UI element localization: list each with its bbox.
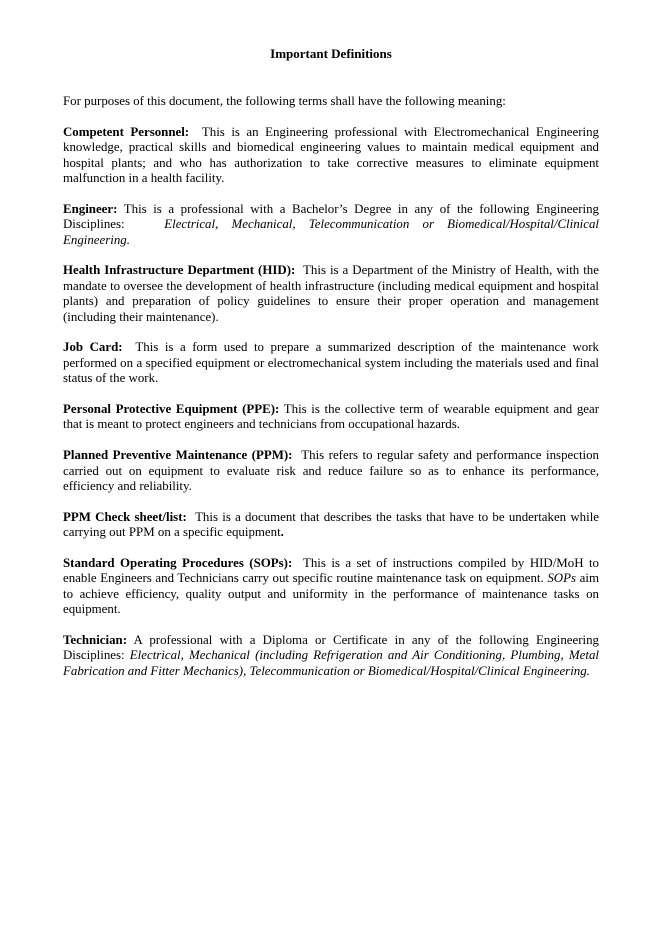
definition-term: Planned Preventive Maintenance (PPM): <box>63 448 293 463</box>
definition-term: Job Card: <box>63 340 123 355</box>
definition-end-mark: . <box>280 525 284 540</box>
definition-text: This refers to regular safety and performance inspection carried out on equipment to evaluate risk and reduce failure so as to enhance its performance, efficiency and reliability. <box>63 448 600 494</box>
definition-hid <box>63 263 599 325</box>
definition-term: Technician: <box>63 633 127 648</box>
definition-term: Standard Operating Procedures (SOPs): <box>63 556 293 571</box>
definition-ppm-checklist <box>63 510 599 541</box>
definition-text: This is a document that describes the tasks that have to be undertaken while carrying out PPM on a specific equipment <box>63 509 600 540</box>
definition-term: Engineer: <box>63 201 118 216</box>
definition-text: This is a professional with a Bachelor’s Degree in any of the following Engineering Disciplines: <box>63 201 599 232</box>
definition-text: This is a set of instructions compiled by HID/MoH to enable Engineers and Technicians carry out specific routine maintenance task on equipment. <box>63 556 599 586</box>
definition-term: Competent Personnel: <box>63 124 190 139</box>
definition-term: PPM Check sheet/list: <box>63 509 187 524</box>
definition-italic-text: Electrical, Mechanical, Telecommunication or Biomedical/Hospital/Clinical Engineering. <box>63 217 599 247</box>
definition-text: This is a form used to prepare a summarized description of the maintenance work performed on a specified equipment or electromechanical system including the materials used and final status of the work. <box>63 340 599 386</box>
definition-text-after: aim to achieve efficiency, quality output and uniformity in the performance of maintenance tasks on equipment. <box>63 571 599 617</box>
definition-text: This is the collective term of wearable equipment and gear that is meant to protect engineers and technicians from occupational hazards. <box>63 402 599 432</box>
definition-ppe <box>63 402 599 433</box>
definition-job-card <box>63 340 599 386</box>
definition-technician <box>63 633 599 679</box>
page-title: Important Definitions <box>270 46 392 61</box>
intro-paragraph: For purposes of this document, the following terms shall have the following meaning: <box>63 94 506 108</box>
definition-sops <box>63 556 599 618</box>
definition-italic-text: SOPs <box>547 571 577 586</box>
definition-text: This is a Department of the Ministry of Health, with the mandate to oversee the development of health infrastructure (including medical equipment and hospital plants) and preparation of policy guidelines to ensure their proper operation and management (including their maintenance). <box>63 263 599 324</box>
definition-engineer <box>63 202 599 248</box>
definition-italic-text: Electrical, Mechanical (including Refrigeration and Air Conditioning, Plumbing, Metal Fabrication and Fitter Mechanics), Telecommunication or Biomedical/Hospital/Clinical Engineering. <box>63 648 599 678</box>
definition-competent-personnel <box>63 125 599 187</box>
definition-term: Health Infrastructure Department (HID): <box>63 263 296 278</box>
document-body <box>63 94 599 695</box>
definition-text: A professional with a Diploma or Certificate in any of the following Engineering Disciplines: <box>63 633 599 663</box>
definition-term: Personal Protective Equipment (PPE): <box>63 402 280 417</box>
definition-ppm <box>63 448 599 494</box>
definition-text: This is an Engineering professional with Electromechanical Engineering knowledge, practical skills and biomedical engineering values to maintain medical equipment and hospital plants; and who has authorization to take corrective measures to eliminate equipment malfunction in a health facility. <box>63 124 599 186</box>
